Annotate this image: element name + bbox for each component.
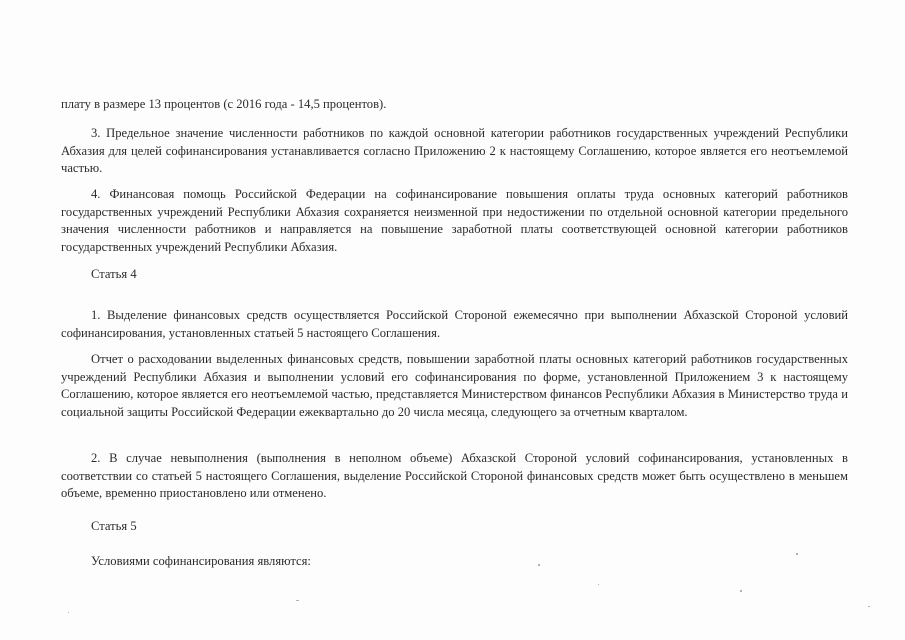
article-4-paragraph-2: 2. В случае невыполнения (выполнения в неполном объеме) Абхазской Стороной условий софинансирования, установленных в соответствии со статьей 5 настоящего Соглашения, выделение Российской Стороной финансовых средств может быть осуществлено в меньшем объеме, временно приостановлено или отменено. <box>61 451 848 501</box>
scan-speck <box>796 553 798 555</box>
scan-speck <box>740 590 742 592</box>
paragraph-4-financial-aid: 4. Финансовая помощь Российской Федерации на софинансирование повышения оплаты труда основных категорий работников государственных учреждений Республики Абхазия сохраняется неизменной при недостижении по отдельной основной категории предельного значения численности работников и направляется на повышение заработной платы соответствующей основной категории работников государственных учреждений Республики Абхазия. <box>61 187 848 254</box>
article-4-heading: Статья 4 <box>91 267 137 281</box>
article-4-paragraph-1: 1. Выделение финансовых средств осуществляется Российской Стороной ежемесячно при выполнении Абхазской Стороной условий софинансирования, установленных статьей 5 настоящего Соглашения. <box>61 308 848 340</box>
article-4-report-paragraph: Отчет о расходовании выделенных финансовых средств, повышении заработной платы основных категорий работников государственных учреждений Республики Абхазия и выполнении условий его софинансирования по форме, установленной Приложением 3 к настоящему Соглашению, которое является его неотъемлемой частью, представляется Министерством финансов Республики Абхазия в Министерство труда и социальной защиты Российской Федерации ежеквартально до 20 числа месяца, следующего за отчетным кварталом. <box>61 352 848 419</box>
article-5-heading: Статья 5 <box>91 519 137 533</box>
article-5-intro: Условиями софинансирования являются: <box>91 554 311 568</box>
scan-speck <box>868 606 870 607</box>
scan-speck <box>68 612 69 613</box>
scan-speck <box>538 564 540 566</box>
paragraph-continuation: плату в размере 13 процентов (с 2016 года - 14,5 процентов). <box>61 97 387 111</box>
scan-speck <box>296 600 299 601</box>
paragraph-3-headcount-limit: 3. Предельное значение численности работников по каждой основной категории работников государственных учреждений Республики Абхазия для целей софинансирования устанавливается согласно Приложению 2 к настоящему Соглашению, которое является его неотъемлемой частью. <box>61 126 848 176</box>
scan-speck <box>598 584 599 585</box>
